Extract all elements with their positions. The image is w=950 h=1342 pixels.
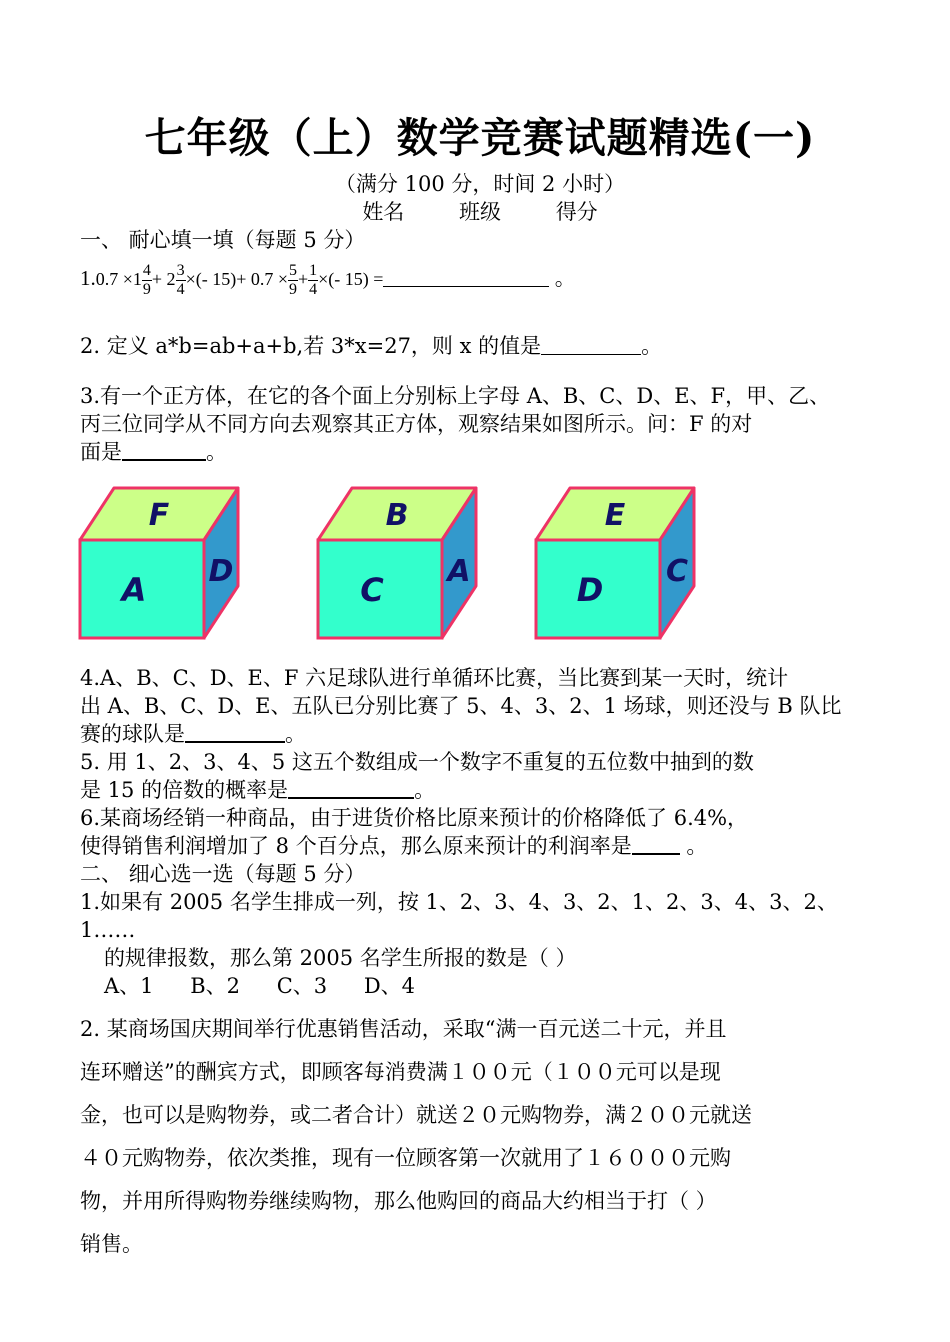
question-2: 2. 定义 a*b=ab+a+b,若 3*x=27，则 x 的值是 。 bbox=[80, 334, 663, 358]
question-5: 5. 用 1、2、3、4、5 这五个数组成一个数字不重复的五位数中抽到的数 是 15 的倍数的概率是 。 bbox=[80, 750, 754, 802]
answer-blank[interactable] bbox=[288, 777, 414, 799]
cube-side-letter: D bbox=[208, 554, 234, 589]
subtitle: （满分 100 分，时间 2 小时） bbox=[334, 172, 626, 196]
cube-side-letter: C bbox=[665, 554, 689, 589]
cube-3 bbox=[536, 488, 694, 638]
field-score: 得分 bbox=[555, 200, 598, 224]
question-1-formula: 1.0.7 ×1 $\frac{4}{9}$ + 2 $\frac{3}{4}$ ×(- 15)+ 0.7 × $\frac{5}{9}$ + $\frac{1}{4}$ ×(- 15) = 。 bbox=[80, 262, 576, 299]
cube-front-letter: C bbox=[360, 571, 384, 609]
choice-options bbox=[80, 972, 880, 1000]
choice-question-2: 2. 某商场国庆期间举行优惠销售活动，采取“满一百元送二十元，并且 连环赠送”的酬宾方式，即顾客每消费满１００元（１００元可以是现 金，也可以是购物券，或二者合计）就送２０元购物券，满２００元就送 ４０元购物券，依次类推，现有一位顾客第一次就用了１６０００元购 物，并用所得购物券继续购物，那么他购回的商品大约相当于打（ ） 销售。 bbox=[80, 1017, 752, 1256]
fraction: $\frac{5}{9}$ bbox=[289, 262, 297, 299]
name-fields bbox=[80, 198, 880, 226]
cube-top-letter: B bbox=[385, 498, 409, 533]
cube-front-letter: D bbox=[576, 571, 604, 609]
answer-blank[interactable] bbox=[383, 266, 549, 287]
fraction: $\frac{1}{4}$ bbox=[309, 262, 318, 299]
field-class: 班级 bbox=[459, 200, 501, 224]
option-b[interactable]: B、2 bbox=[190, 974, 241, 998]
answer-blank[interactable] bbox=[541, 334, 641, 355]
option-a[interactable]: A、1 bbox=[104, 974, 154, 998]
answer-blank[interactable] bbox=[632, 833, 680, 855]
choice-question-1: 1.如果有 2005 名学生排成一列，按 1、2、3、4、3、2、1、2、3、4、3、2、1…… 的规律报数，那么第 2005 名学生所报的数是（ ） A、1 B、2 C、3 D、4 bbox=[80, 888, 880, 1000]
cube-front-letter: A bbox=[121, 571, 147, 609]
option-c[interactable]: C、3 bbox=[276, 974, 328, 998]
cube-figures bbox=[76, 482, 880, 672]
cube-side-letter: A bbox=[447, 554, 471, 589]
question-3: 3.有一个正方体，在它的各个面上分别标上字母 A、B、C、D、E、F，甲、乙、 丙三位同学从不同方向去观察其正方体，观察结果如图所示。问：F 的对 面是 。 bbox=[80, 384, 831, 464]
option-d[interactable]: D、4 bbox=[363, 974, 416, 998]
question-4: 4.A、B、C、D、E、F 六足球队进行单循环比赛，当比赛到某一天时，统计 出 A、B、C、D、E、五队已分别比赛了 5、4、3、2、1 场球，则还没与 B 队比 赛的球队是 。 bbox=[80, 666, 842, 746]
section-heading-fill: 一、 耐心填一填（每题 5 分） bbox=[80, 228, 366, 252]
fraction: $\frac{4}{9}$ bbox=[142, 262, 151, 299]
cube-top-letter: F bbox=[148, 498, 170, 533]
cube-1 bbox=[80, 488, 238, 638]
answer-blank[interactable] bbox=[122, 439, 206, 461]
exam-page bbox=[80, 110, 880, 1266]
answer-blank[interactable] bbox=[185, 721, 285, 743]
question-6: 6.某商场经销一种商品，由于进货价格比原来预计的价格降低了 6.4%， 使得销售利润增加了 8 个百分点，那么原来预计的利润率是 。 bbox=[80, 806, 749, 858]
field-name: 姓名 bbox=[362, 200, 405, 224]
page-title: 七年级（上）数学竞赛试题精选(一) bbox=[144, 114, 816, 162]
cube-diagram bbox=[76, 482, 716, 652]
cube-top-letter: E bbox=[604, 498, 626, 533]
section-heading-choice: 二、 细心选一选（每题 5 分） bbox=[80, 862, 366, 886]
fraction: $\frac{3}{4}$ bbox=[176, 262, 185, 299]
cube-2 bbox=[318, 488, 476, 638]
